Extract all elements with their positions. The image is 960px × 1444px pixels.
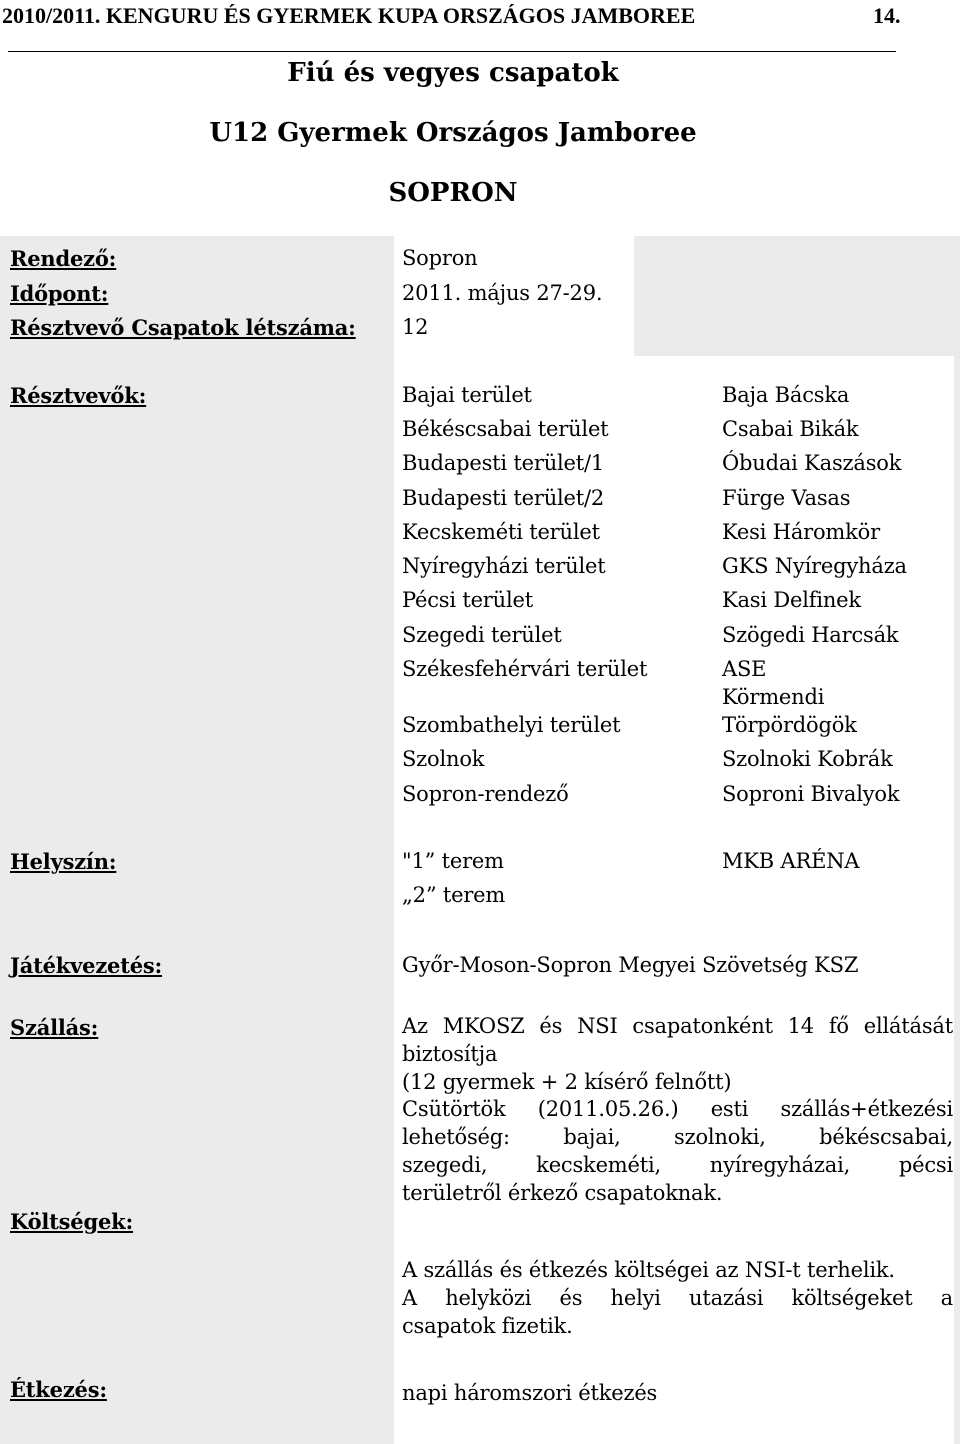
title-category: Fiú és vegyes csapatok bbox=[287, 58, 619, 88]
participant-area: Szolnok bbox=[402, 747, 485, 771]
venue-court-2: „2” terem bbox=[402, 883, 506, 907]
costs-text bbox=[402, 1257, 953, 1340]
meals-label: Étkezés: bbox=[10, 1377, 107, 1402]
participant-area: Kecskeméti terület bbox=[402, 520, 600, 544]
accommodation-label: Szállás: bbox=[10, 1015, 99, 1040]
venue-court-1: "1” terem bbox=[402, 849, 504, 873]
participant-team: Baja Bácska bbox=[722, 383, 850, 407]
participant-team: Kesi Háromkör bbox=[722, 520, 880, 544]
participant-team: Törpördögök bbox=[722, 713, 857, 737]
costs-line: A szállás és étkezés költségei az NSI-t terhelik. bbox=[402, 1258, 895, 1282]
meals-value: napi háromszori étkezés bbox=[402, 1381, 658, 1405]
participant-area: Bajai terület bbox=[402, 383, 532, 407]
header-divider bbox=[8, 51, 896, 52]
participant-team: Óbudai Kaszások bbox=[722, 451, 902, 475]
participant-area: Székesfehérvári terület bbox=[402, 657, 648, 681]
participant-team: Csabai Bikák bbox=[722, 417, 859, 441]
accommodation-line: lehetőség: bajai, szolnoki, békéscsabai, bbox=[402, 1125, 953, 1150]
venue-label: Helyszín: bbox=[10, 849, 117, 874]
participant-area: Pécsi terület bbox=[402, 588, 533, 612]
accommodation-line: szegedi, kecskeméti, nyíregyházai, pécsi bbox=[402, 1152, 953, 1177]
participant-team: Kasi Delfinek bbox=[722, 588, 861, 612]
participant-area: Budapesti terület/1 bbox=[402, 451, 605, 475]
page-header bbox=[0, 0, 960, 32]
accommodation-line: biztosítja bbox=[402, 1041, 498, 1066]
accommodation-line: (12 gyermek + 2 kísérő felnőtt) bbox=[402, 1069, 732, 1094]
accommodation-line: Az MKOSZ és NSI csapatonként 14 fő ellátását bbox=[402, 1014, 953, 1038]
participant-team: Szögedi Harcsák bbox=[722, 623, 899, 647]
participant-team: Soproni Bivalyok bbox=[722, 782, 900, 806]
organizer-label: Rendező: bbox=[10, 246, 117, 271]
costs-line: A helyközi és helyi utazási költségeket a bbox=[402, 1285, 953, 1310]
accommodation-line: Csütörtök (2011.05.26.) esti szállás+étkezési bbox=[402, 1097, 953, 1122]
organizer-value: Sopron bbox=[402, 246, 478, 270]
costs-label: Költségek: bbox=[10, 1209, 134, 1234]
participant-team-line1: Körmendi bbox=[722, 685, 825, 709]
date-value: 2011. május 27-29. bbox=[402, 281, 603, 305]
label-column-panel bbox=[0, 236, 394, 1444]
page-number: 14. bbox=[873, 3, 901, 28]
participant-area: Budapesti terület/2 bbox=[402, 486, 605, 510]
participant-team: GKS Nyíregyháza bbox=[722, 554, 907, 578]
accommodation-text bbox=[402, 1013, 953, 1208]
participant-area: Szombathelyi terület bbox=[402, 713, 621, 737]
participant-team: Szolnoki Kobrák bbox=[722, 747, 893, 771]
participant-team: ASE bbox=[722, 657, 767, 681]
participant-area: Szegedi terület bbox=[402, 623, 562, 647]
team-count-label: Résztvevő Csapatok létszáma: bbox=[10, 315, 356, 340]
date-label: Időpont: bbox=[10, 281, 109, 306]
team-count-value: 12 bbox=[402, 315, 429, 339]
header-info-panel bbox=[634, 236, 960, 356]
participant-team: Fürge Vasas bbox=[722, 486, 851, 510]
header-title: 2010/2011. KENGURU ÉS GYERMEK KUPA ORSZÁGOS JAMBOREE bbox=[2, 3, 696, 28]
costs-line: csapatok fizetik. bbox=[402, 1313, 573, 1338]
officiating-value: Győr-Moson-Sopron Megyei Szövetség KSZ bbox=[402, 953, 859, 977]
right-edge-panel bbox=[954, 236, 960, 1444]
participant-area: Nyíregyházi terület bbox=[402, 554, 606, 578]
venue-arena: MKB ARÉNA bbox=[722, 849, 860, 873]
title-city: SOPRON bbox=[388, 178, 518, 208]
participant-area: Sopron-rendező bbox=[402, 782, 569, 806]
title-event: U12 Gyermek Országos Jamboree bbox=[209, 118, 697, 148]
participant-area: Békéscsabai terület bbox=[402, 417, 609, 441]
participants-label: Résztvevők: bbox=[10, 383, 147, 408]
accommodation-line: területről érkező csapatoknak. bbox=[402, 1180, 723, 1205]
officiating-label: Játékvezetés: bbox=[10, 953, 163, 978]
